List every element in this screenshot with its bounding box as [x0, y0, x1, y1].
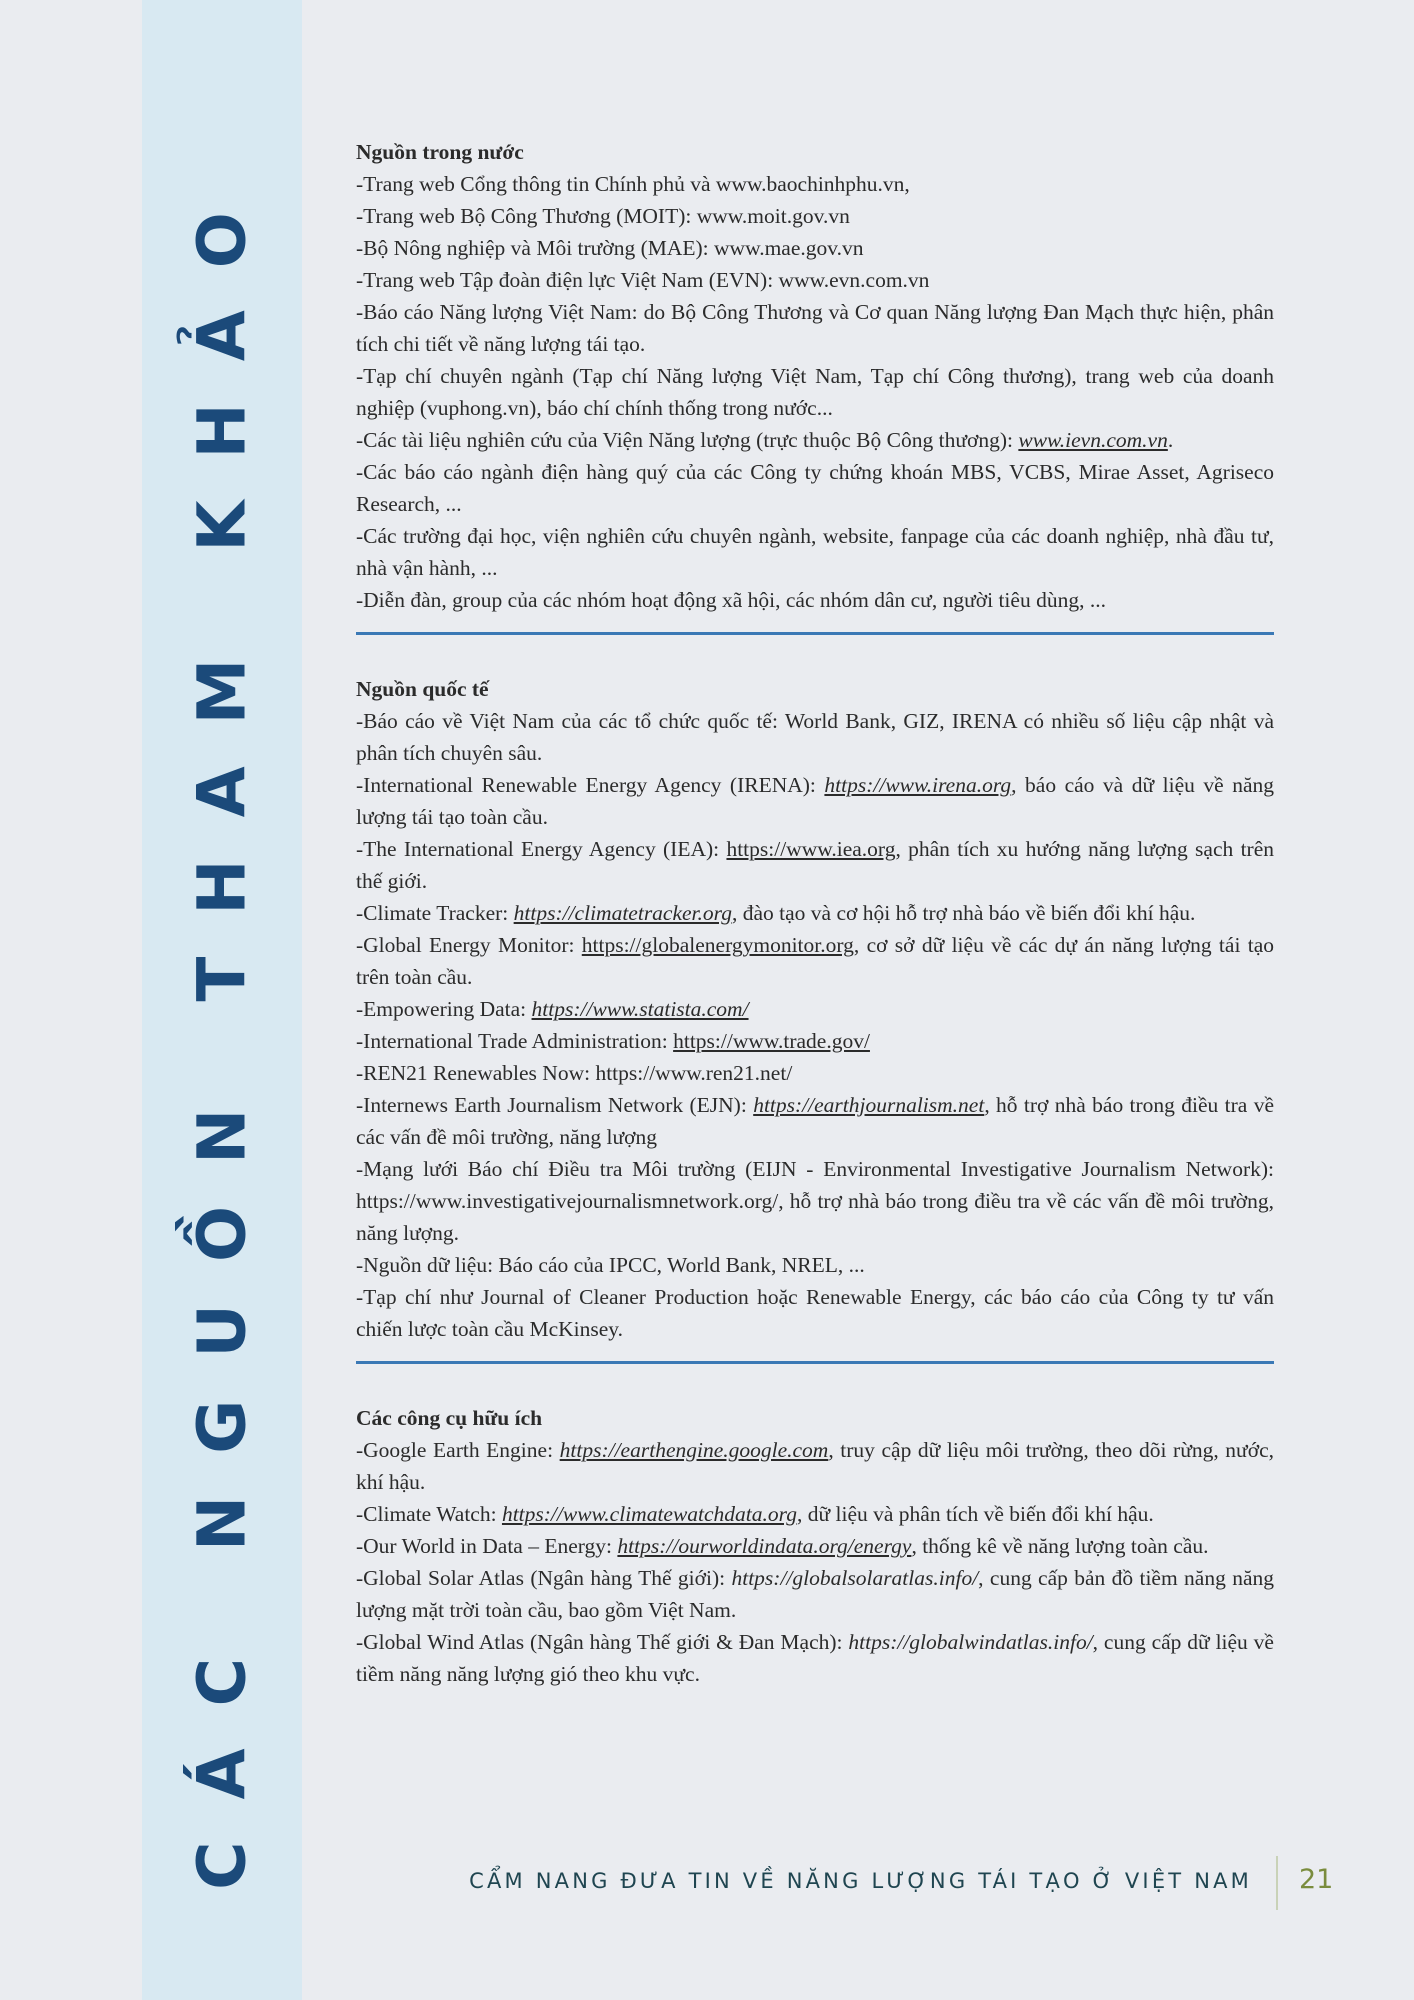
reference-item — [356, 897, 1274, 929]
reference-item — [356, 1025, 1274, 1057]
international-section — [356, 673, 1274, 1345]
tools-list — [356, 1434, 1274, 1690]
reference-item — [356, 232, 1274, 264]
reference-link[interactable]: https://www.climatewatchdata.org — [501, 1502, 797, 1526]
divider — [356, 632, 1274, 635]
reference-item — [356, 1562, 1274, 1626]
reference-text: , đào tạo và cơ hội hỗ trợ nhà báo về biến đổi khí hậu. — [732, 901, 1196, 925]
reference-text: -Bộ Nông nghiệp và Môi trường (MAE): www.mae.gov.vn — [356, 236, 864, 260]
reference-item — [356, 584, 1274, 616]
reference-text: , cung cấp bản đồ tiềm năng năng lượng mặt trời toàn cầu, bao gồm Việt Nam. — [356, 1566, 1274, 1622]
reference-text: -Global Wind Atlas (Ngân hàng Thế giới & Đan Mạch): — [356, 1630, 849, 1654]
reference-text: https://globalwindatlas.info/ — [848, 1630, 1093, 1654]
international-list — [356, 705, 1274, 1345]
reference-text: -Global Solar Atlas (Ngân hàng Thế giới): — [356, 1566, 732, 1590]
reference-link[interactable]: https://earthjournalism.net — [753, 1093, 985, 1117]
reference-item — [356, 1249, 1274, 1281]
reference-text: -Our World in Data – Energy: — [356, 1534, 618, 1558]
reference-text: -REN21 Renewables Now: https://www.ren21.net/ — [356, 1061, 793, 1085]
domestic-section — [356, 136, 1274, 616]
reference-link[interactable]: https://earthengine.google.com — [559, 1438, 829, 1462]
reference-text: -Trang web Tập đoàn điện lực Việt Nam (EVN): www.evn.com.vn — [356, 268, 930, 292]
reference-item — [356, 1089, 1274, 1153]
domestic-title: Nguồn trong nước — [356, 140, 524, 164]
reference-item — [356, 833, 1274, 897]
page-number: 21 — [1299, 1864, 1334, 1895]
reference-text: , dữ liệu và phân tích về biến đổi khí hậu. — [796, 1502, 1154, 1526]
reference-text: -Các tài liệu nghiên cứu của Viện Năng lượng (trực thuộc Bộ Công thương): — [356, 428, 1019, 452]
reference-text: -Báo cáo Năng lượng Việt Nam: do Bộ Công Thương và Cơ quan Năng lượng Đan Mạch thực hiện, phân tích chi tiết về năng lượng tái tạo. — [356, 300, 1274, 356]
reference-text: -International Trade Administration: — [356, 1029, 674, 1053]
reference-item — [356, 1153, 1274, 1249]
reference-item — [356, 424, 1274, 456]
reference-link[interactable]: https://ourworldindata.org/energy — [617, 1534, 912, 1558]
tools-section — [356, 1402, 1274, 1690]
reference-text: , báo cáo và dữ liệu về năng lượng tái tạo toàn cầu. — [356, 773, 1274, 829]
reference-text: -Diễn đàn, group của các nhóm hoạt động xã hội, các nhóm dân cư, người tiêu dùng, ... — [356, 588, 1106, 612]
content — [356, 136, 1274, 1690]
reference-item — [356, 1530, 1274, 1562]
reference-link[interactable]: https://www.iea.org — [726, 837, 896, 861]
reference-item — [356, 200, 1274, 232]
reference-text: , cung cấp dữ liệu về tiềm năng năng lượng gió theo khu vực. — [356, 1630, 1274, 1686]
reference-text: -Trang web Cổng thông tin Chính phủ và www.baochinhphu.vn, — [356, 172, 910, 196]
reference-text: -Empowering Data: — [356, 997, 532, 1021]
reference-text: -Tạp chí chuyên ngành (Tạp chí Năng lượng Việt Nam, Tạp chí Công thương), trang web của doanh nghiệp (vuphong.vn), báo chí chính thống trong nước... — [356, 364, 1274, 420]
reference-text: , phân tích xu hướng năng lượng sạch trên thế giới. — [356, 837, 1274, 893]
side-title: CÁC NGUỒN THAM KHẢO — [183, 170, 261, 1890]
reference-link[interactable]: https://climatetracker.org — [513, 901, 732, 925]
reference-text: -Mạng lưới Báo chí Điều tra Môi trường (EIJN - Environmental Investigative Journalism Network): https://www.investigativejournalismnetwork.org/, hỗ trợ nhà báo trong điều tra về các vấn đề môi trường, năng lượng. — [356, 1157, 1274, 1245]
reference-text: -Climate Watch: — [356, 1502, 502, 1526]
reference-text: -International Renewable Energy Agency (IRENA): — [356, 773, 825, 797]
reference-link[interactable]: https://www.trade.gov/ — [673, 1029, 870, 1053]
reference-text: -Nguồn dữ liệu: Báo cáo của IPCC, World Bank, NREL, ... — [356, 1253, 865, 1277]
reference-text: -The International Energy Agency (IEA): — [356, 837, 727, 861]
reference-item — [356, 1281, 1274, 1345]
reference-link[interactable]: https://globalenergymonitor.org — [581, 933, 854, 957]
reference-text: -Google Earth Engine: — [356, 1438, 560, 1462]
reference-text: -Trang web Bộ Công Thương (MOIT): www.moit.gov.vn — [356, 204, 850, 228]
international-title: Nguồn quốc tế — [356, 677, 489, 701]
reference-text: . — [1167, 428, 1174, 452]
reference-item — [356, 929, 1274, 993]
reference-item — [356, 705, 1274, 769]
reference-text: , hỗ trợ nhà báo trong điều tra về các vấn đề môi trường, năng lượng — [356, 1093, 1274, 1149]
reference-link[interactable]: https://www.statista.com/ — [531, 997, 749, 1021]
reference-text: , cơ sở dữ liệu về các dự án năng lượng tái tạo trên toàn cầu. — [356, 933, 1274, 989]
reference-item — [356, 1626, 1274, 1690]
reference-item — [356, 769, 1274, 833]
reference-text: -Các trường đại học, viện nghiên cứu chuyên ngành, website, fanpage của các doanh nghiệp, nhà đầu tư, nhà vận hành, ... — [356, 524, 1274, 580]
reference-text: , thống kê về năng lượng toàn cầu. — [911, 1534, 1209, 1558]
reference-item — [356, 264, 1274, 296]
reference-text: -Global Energy Monitor: — [356, 933, 582, 957]
reference-item — [356, 520, 1274, 584]
footer-title: CẨM NANG ĐƯA TIN VỀ NĂNG LƯỢNG TÁI TẠO Ở VIỆT NAM — [469, 1869, 1252, 1893]
reference-item — [356, 1057, 1274, 1089]
reference-item — [356, 456, 1274, 520]
reference-text: -Tạp chí như Journal of Cleaner Production hoặc Renewable Energy, các báo cáo của Công ty tư vấn chiến lược toàn cầu McKinsey. — [356, 1285, 1274, 1341]
tools-title: Các công cụ hữu ích — [356, 1406, 543, 1430]
reference-text: -Climate Tracker: — [356, 901, 514, 925]
reference-item — [356, 1498, 1274, 1530]
reference-link[interactable]: https://www.irena.org — [824, 773, 1012, 797]
reference-item — [356, 993, 1274, 1025]
divider — [356, 1361, 1274, 1364]
domestic-list — [356, 168, 1274, 616]
footer-divider — [1276, 1856, 1278, 1910]
reference-text: -Các báo cáo ngành điện hàng quý của các Công ty chứng khoán MBS, VCBS, Mirae Asset, Agriseco Research, ... — [356, 460, 1274, 516]
reference-text: -Internews Earth Journalism Network (EJN): — [356, 1093, 754, 1117]
reference-text: -Báo cáo về Việt Nam của các tổ chức quốc tế: World Bank, GIZ, IRENA có nhiều số liệu cập nhật và phân tích chuyên sâu. — [356, 709, 1274, 765]
reference-item — [356, 296, 1274, 360]
reference-text: https://globalsolaratlas.info/ — [731, 1566, 979, 1590]
reference-text: , truy cập dữ liệu môi trường, theo dõi rừng, nước, khí hậu. — [356, 1438, 1274, 1494]
reference-link[interactable]: www.ievn.com.vn — [1018, 428, 1168, 452]
reference-item — [356, 1434, 1274, 1498]
reference-item — [356, 360, 1274, 424]
reference-item — [356, 168, 1274, 200]
